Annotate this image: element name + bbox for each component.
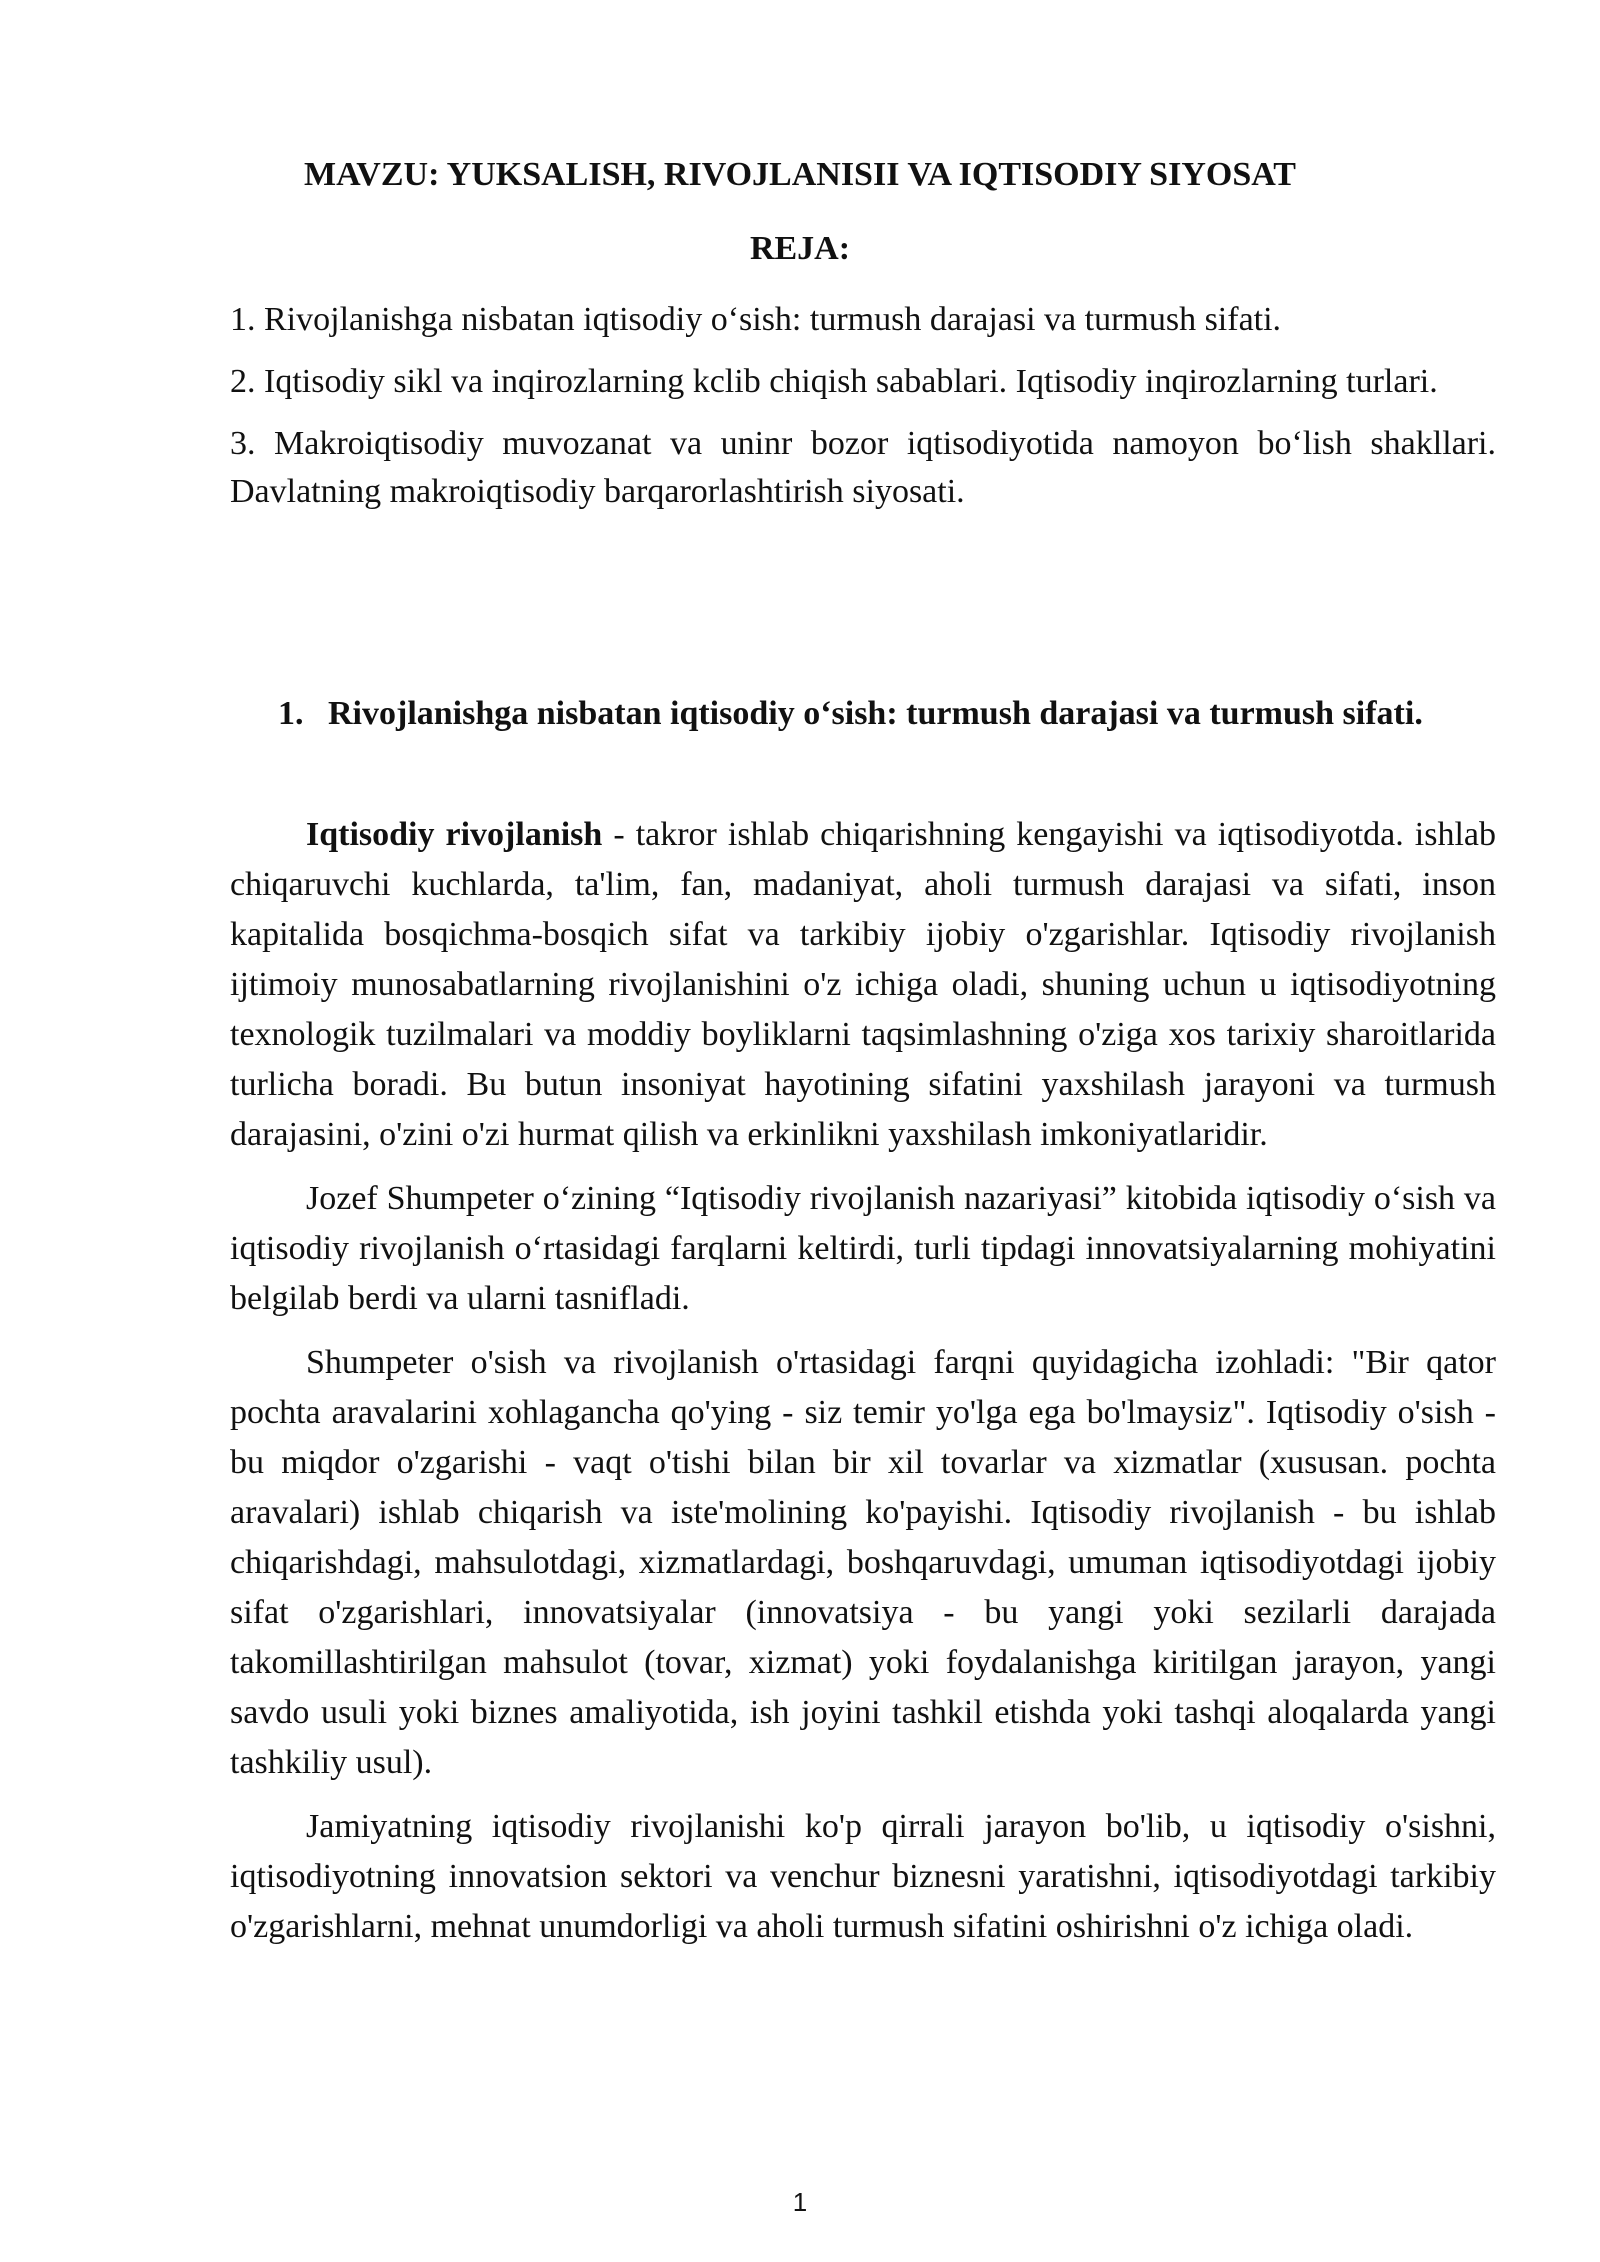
page-title: MAVZU: YUKSALISH, RIVOJLANISII VA IQTISODIY SIYOSAT: [304, 156, 1296, 193]
section-number: 1.: [278, 695, 304, 732]
defined-term: Iqtisodiy rivojlanish: [306, 816, 603, 853]
plan-item: 1. Rivojlanishga nisbatan iqtisodiy o‘sish: turmush darajasi va turmush sifati.: [230, 301, 1282, 338]
plan-list: [230, 296, 1496, 516]
section-body: [230, 810, 1496, 1952]
paragraph: [230, 810, 1496, 1160]
plan-heading: REJA:: [749, 230, 851, 267]
section-heading-text: Rivojlanishga nisbatan iqtisodiy o‘sish: turmush darajasi va turmush sifati.: [328, 695, 1423, 732]
page-number: 1: [792, 2187, 808, 2217]
paragraph: Shumpeter o'sish va rivojlanish o'rtasidagi farqni quyidagicha izohladi: "Bir qator pochta aravalarini xohlagancha qo'ying - siz temir yo'lga ega bo'lmaysiz". Iqtisodiy o'sish - bu miqdor o'zgarishi - vaqt o'tishi bilan bir xil tovarlar va xizmatlar (xususan. pochta aravalari) ishlab chiqarish va iste'molining ko'payishi. Iqtisodiy rivojlanish - bu ishlab chiqarishdagi, mahsulotdagi, xizmatlardagi, boshqaruvdagi, umuman iqtisodiyotdagi ijobiy sifat o'zgarishlari, innovatsiyalar (innovatsiya - bu yangi yoki sezilarli darajada takomillashtirilgan mahsulot (tovar, xizmat) yoki foydalanishga kiritilgan jarayon, yangi savdo usuli yoki biznes amaliyotida, ish joyini tashkil etishda yoki tashqi aloqalarda yangi tashkiliy usul).: [230, 1344, 1496, 1781]
paragraph: Jozef Shumpeter o‘zining “Iqtisodiy rivojlanish nazariyasi” kitobida iqtisodiy o‘sish va iqtisodiy rivojlanish o‘rtasidagi farqlarni keltirdi, turli tipdagi innovatsiyalarning mohiyatini belgilab berdi va ularni tasnifladi.: [230, 1180, 1496, 1317]
paragraph-text: - takror ishlab chiqarishning kengayishi va iqtisodiyotda. ishlab chiqaruvchi kuchlarda, ta'lim, fan, madaniyat, aholi turmush darajasi va sifati, inson kapitalida bosqichma-bosqich sifat va tarkibiy ijobiy o'zgarishlar. Iqtisodiy rivojlanish ijtimoiy munosabatlarning rivojlanishini o'z ichiga oladi, shuning uchun u iqtisodiyotning texnologik tuzilmalari va moddiy boyliklarni taqsimlashning o'ziga xos tarixiy sharoitlarida turlicha boradi. Bu butun insoniyat hayotining sifatini yaxshilash jarayoni va turmush darajasini, o'zini o'zi hurmat qilish va erkinlikni yaxshilash imkoniyatlaridir.: [230, 816, 1496, 1153]
section-heading: [278, 690, 1496, 738]
plan-item: 2. Iqtisodiy sikl va inqirozlarning kclib chiqish sabablari. Iqtisodiy inqirozlarning turlari.: [230, 363, 1438, 400]
paragraph: Jamiyatning iqtisodiy rivojlanishi ko'p qirrali jarayon bo'lib, u iqtisodiy o'sishni, iqtisodiyotning innovatsion sektori va venchur biznesni yaratishni, iqtisodiyotdagi tarkibiy o'zgarishlarni, mehnat unumdorligi va aholi turmush sifatini oshirishni o'z ichiga oladi.: [230, 1808, 1496, 1945]
plan-item: 3. Makroiqtisodiy muvozanat va uninr bozor iqtisodiyotida namoyon bo‘lish shakllari. Davlatning makroiqtisodiy barqarorlashtirish siyosati.: [230, 425, 1496, 510]
